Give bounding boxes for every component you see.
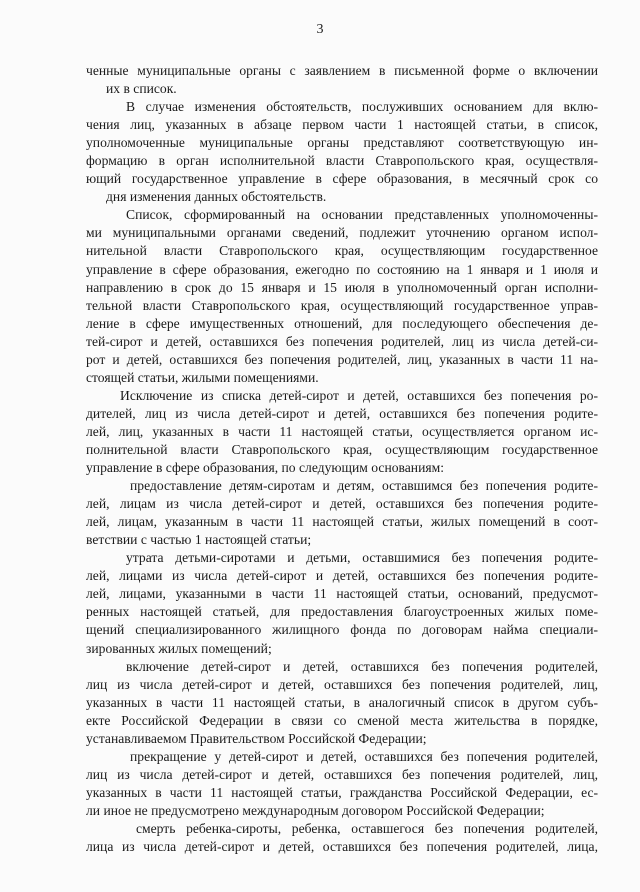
page-number: 3 xyxy=(316,22,324,37)
text-line: В случае изменения обстоятельств, послуживших основанием для вклю- xyxy=(126,99,598,115)
text-line: лей, лицами, указанными в части 11 настоящей статьи, оснований, предусмот- xyxy=(86,586,598,602)
text-line: стоящей статьи, жилыми помещениями. xyxy=(86,369,319,385)
text-line: уполномоченные муниципальные органы представляют соответствующую ин- xyxy=(86,135,598,151)
text-line: их в список. xyxy=(106,81,177,97)
text-line: екте Российской Федерации в связи со сменой места жительства в порядке, xyxy=(86,712,598,728)
text-line: ление в сфере имущественных отношений, для последующего обеспечения де- xyxy=(86,315,598,331)
text-line: чения лиц, указанных в абзаце первом части 1 настоящей статьи, в список, xyxy=(86,117,598,133)
text-line: Исключение из списка детей-сирот и детей, оставшихся без попечения ро- xyxy=(120,387,598,403)
text-line: полнительной власти Ставропольского края, осуществляющим государственное xyxy=(86,441,598,457)
text-line: зированных жилых помещений; xyxy=(86,640,272,656)
text-line: ченные муниципальные органы с заявлением в письменной форме о включении xyxy=(86,63,598,78)
text-line: устанавливаемом Правительством Российской Федерации; xyxy=(86,730,427,746)
text-line: направлению в срок до 15 января и 15 июля в уполномоченный орган исполни- xyxy=(86,279,598,295)
text-line: нительной власти Ставропольского края, осуществляющим государственное xyxy=(86,243,598,259)
text-line: ветствии с частью 1 настоящей статьи; xyxy=(86,532,312,548)
text-line: лей, лицам из числа детей-сирот и детей, оставшихся без попечения родите- xyxy=(86,496,598,512)
text-line: управление в сфере образования, по следующим основаниям: xyxy=(86,460,444,476)
text-line: лей, лиц, указанных в части 11 настоящей статьи, осуществляется органом ис- xyxy=(86,423,598,439)
text-line: прекращение у детей-сирот и детей, оставшихся без попечения родителей, xyxy=(130,748,598,764)
text-line: тельной власти Ставропольского края, осуществляющий государственное управ- xyxy=(86,297,598,313)
text-line: управление в сфере образования, ежегодно по состоянию на 1 января и 1 июля и xyxy=(86,261,598,277)
text-line: лиц из числа детей-сирот и детей, оставшихся без попечения родителей, лиц, xyxy=(86,766,598,782)
text-line: включение детей-сирот и детей, оставшихся без попечения родителей, xyxy=(126,658,598,674)
text-line: указанных в части 11 настоящей статьи, в аналогичный список в другом субъ- xyxy=(86,694,598,710)
text-line: Список, сформированный на основании представленных уполномоченны- xyxy=(126,207,598,223)
text-line: лей, лицами из числа детей-сирот и детей, оставшихся без попечения родите- xyxy=(86,568,598,584)
text-line: рот и детей, оставшихся без попечения родителей, лиц, указанных в части 11 на- xyxy=(86,351,598,367)
text-line: лей, лицам, указанным в части 11 настоящей статьи, жилых помещений в соот- xyxy=(86,514,598,530)
body-text xyxy=(86,62,598,856)
text-line: ренных настоящей статьей, для предоставления благоустроенных жилых поме- xyxy=(86,604,598,620)
text-line: формацию в орган исполнительной власти Ставропольского края, осуществля- xyxy=(86,153,598,169)
text-line: лиц из числа детей-сирот и детей, оставшихся без попечения родителей, лиц, xyxy=(86,676,598,692)
text-line: утрата детьми-сиротами и детьми, оставшимися без попечения родите- xyxy=(126,550,598,566)
text-line: указанных в части 11 настоящей статьи, гражданства Российской Федерации, ес- xyxy=(86,784,598,800)
text-line: лица из числа детей-сирот и детей, оставшихся без попечения родителей, лица, xyxy=(86,839,598,855)
text-line: ли иное не предусмотрено международным договором Российской Федерации; xyxy=(86,802,545,818)
text-line: щений специализированного жилищного фонда по договорам найма специали- xyxy=(86,622,598,638)
text-line: дня изменения данных обстоятельств. xyxy=(106,189,327,205)
text-line: смерть ребенка-сироты, ребенка, оставшегося без попечения родителей, xyxy=(136,820,598,836)
text-line: ющий государственное управление в сфере образования, в месячный срок со xyxy=(86,171,598,187)
text-line: дителей, лиц из числа детей-сирот и детей, оставшихся без попечения родите- xyxy=(86,405,598,421)
text-line: предоставление детям-сиротам и детям, оставшимся без попечения родите- xyxy=(130,478,598,494)
text-line: тей-сирот и детей, оставшихся без попечения родителей, лиц из числа детей-си- xyxy=(86,333,598,349)
text-line: ми муниципальными органами сведений, подлежит уточнению органом испол- xyxy=(86,225,598,241)
